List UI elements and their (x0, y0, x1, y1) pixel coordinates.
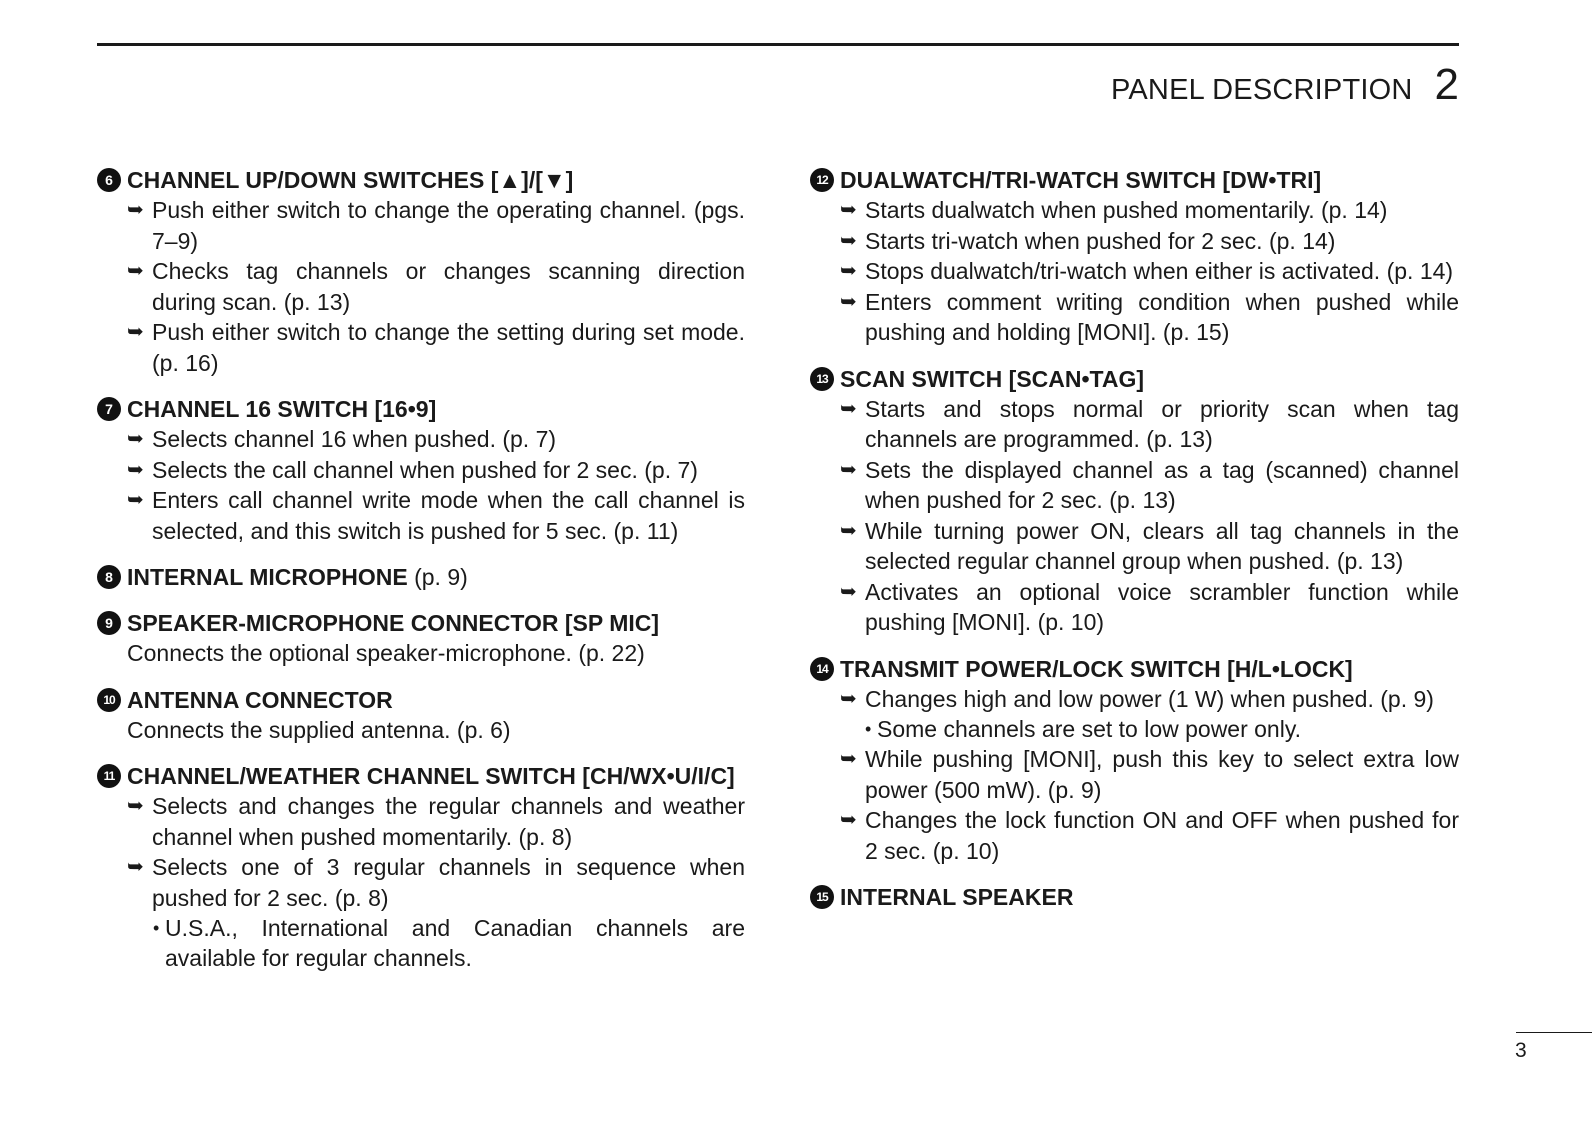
section-heading (810, 364, 1459, 394)
section-heading (97, 685, 745, 715)
section-channel-16 (97, 394, 745, 546)
bullet-icon: • (865, 719, 872, 739)
section-title: INTERNAL MICROPHONE (127, 564, 408, 590)
section-channel-up-down (97, 165, 745, 378)
section-description: Connects the optional speaker-microphone. (p. 22) (127, 640, 645, 666)
section-heading (97, 394, 745, 424)
header-title: PANEL DESCRIPTION (1111, 74, 1413, 106)
arrow-icon: ➥ (840, 580, 857, 603)
section-description: Connects the supplied antenna. (p. 6) (127, 716, 511, 743)
section-heading (97, 761, 745, 791)
list-item: ➥ While turning power ON, clears all tag channels in the selected regular channel group when pushed. (p. 13) (840, 516, 1459, 577)
arrow-icon: ➥ (127, 428, 144, 450)
section-scan-switch (810, 364, 1459, 638)
arrow-icon: ➥ (840, 260, 857, 282)
arrow-icon: ➥ (840, 229, 857, 252)
bullet-note: • Some channels are set to low power only. (865, 716, 1302, 742)
bullet-note: • U.S.A., International and Canadian channels are available for regular channels. (153, 915, 745, 971)
list-item: ➥ Changes the lock function ON and OFF when pushed for 2 sec. (p. 10) (840, 805, 1459, 866)
page-reference: (p. 9) (407, 564, 468, 590)
arrow-icon: ➥ (127, 458, 144, 481)
top-rule (97, 43, 1459, 46)
section-title: SCAN SWITCH [SCAN•TAG] (840, 365, 1145, 392)
section-title: CHANNEL/WEATHER CHANNEL SWITCH [CH/WX•U/I/C] (127, 763, 735, 789)
arrow-icon: ➥ (840, 199, 857, 221)
arrow-icon: ➥ (127, 856, 144, 878)
arrow-icon: ➥ (127, 321, 144, 343)
list-item: ➥ Selects and changes the regular channels and weather channel when pushed momentarily. (p. 8) (127, 791, 745, 852)
section-title: TRANSMIT POWER/LOCK SWITCH [H/L•LOCK] (840, 655, 1353, 682)
section-heading (810, 165, 1459, 195)
item-number-badge: 10 (97, 688, 121, 712)
arrow-icon: ➥ (840, 290, 857, 313)
list-item: ➥ Selects one of 3 regular channels in sequence when pushed for 2 sec. (p. 8) (127, 852, 745, 913)
arrow-icon: ➥ (840, 458, 857, 481)
left-column (97, 165, 745, 989)
section-title: CHANNEL UP/DOWN SWITCHES [▲]/[▼] (127, 167, 574, 193)
list-item: ➥ Selects the call channel when pushed for 2 sec. (p. 7) (127, 455, 745, 486)
arrow-icon: ➥ (127, 795, 144, 817)
list-item: ➥ Changes high and low power (1 W) when pushed. (p. 9) (840, 684, 1459, 715)
list-item: ➥ Stops dualwatch/tri-watch when either is activated. (p. 14) (840, 256, 1459, 287)
section-heading (97, 562, 745, 592)
item-number-badge: 12 (810, 168, 834, 192)
item-number-badge: 6 (97, 168, 121, 192)
item-number-badge: 13 (810, 367, 834, 391)
section-speaker-mic-connector (97, 608, 745, 669)
list-item: ➥ Starts dualwatch when pushed momentarily. (p. 14) (840, 195, 1459, 226)
chapter-number: 2 (1434, 60, 1459, 109)
list-item: ➥ While pushing [MONI], push this key to select extra low power (500 mW). (p. 9) (840, 744, 1459, 805)
section-internal-speaker (810, 882, 1459, 912)
list-item: ➥ Enters call channel write mode when the call channel is selected, and this switch is pushed for 5 sec. (p. 11) (127, 485, 745, 546)
list-item: ➥ Activates an optional voice scrambler function while pushing [MONI]. (p. 10) (840, 577, 1459, 638)
list-item: ➥ Push either switch to change the setting during set mode. (p. 16) (127, 317, 745, 378)
item-number-badge: 15 (810, 885, 834, 909)
item-number-badge: 7 (97, 397, 121, 421)
item-number-badge: 14 (810, 657, 834, 681)
arrow-icon: ➥ (840, 687, 857, 710)
section-heading (810, 654, 1459, 684)
section-antenna-connector (97, 685, 745, 746)
section-channel-weather-switch (97, 761, 745, 973)
list-item: ➥ Selects channel 16 when pushed. (p. 7) (127, 424, 745, 455)
section-internal-microphone (97, 562, 745, 592)
arrow-icon: ➥ (127, 489, 144, 511)
arrow-icon: ➥ (127, 199, 144, 221)
arrow-icon: ➥ (840, 519, 857, 542)
section-heading (97, 165, 745, 195)
section-transmit-power-lock (810, 654, 1459, 867)
list-item: ➥ Enters comment writing condition when pushed while pushing and holding [MONI]. (p. 15) (840, 287, 1459, 348)
list-item: ➥ Sets the displayed channel as a tag (scanned) channel when pushed for 2 sec. (p. 13) (840, 455, 1459, 516)
section-title: ANTENNA CONNECTOR (127, 686, 393, 713)
arrow-icon: ➥ (127, 260, 144, 282)
list-item: ➥ Push either switch to change the operating channel. (pgs. 7–9) (127, 195, 745, 256)
right-column (810, 165, 1459, 928)
page-header (1111, 60, 1459, 110)
section-title: INTERNAL SPEAKER (840, 884, 1074, 910)
arrow-icon: ➥ (840, 748, 857, 770)
item-number-badge: 9 (97, 611, 121, 635)
list-item: ➥ Checks tag channels or changes scanning direction during scan. (p. 13) (127, 256, 745, 317)
section-heading (97, 608, 745, 638)
section-title: CHANNEL 16 SWITCH [16•9] (127, 396, 437, 422)
arrow-icon: ➥ (840, 809, 857, 831)
page-number: 3 (1515, 1039, 1527, 1062)
bullet-icon: • (153, 918, 160, 938)
item-number-badge: 8 (97, 565, 121, 589)
list-item: ➥ Starts and stops normal or priority scan when tag channels are programmed. (p. 13) (840, 394, 1459, 455)
section-heading (810, 882, 1459, 912)
section-title: DUALWATCH/TRI-WATCH SWITCH [DW•TRI] (840, 167, 1322, 193)
footer-rule (1516, 1032, 1592, 1033)
section-title: SPEAKER-MICROPHONE CONNECTOR [SP MIC] (127, 610, 660, 636)
list-item: ➥ Starts tri-watch when pushed for 2 sec. (p. 14) (840, 226, 1459, 257)
section-dualwatch-switch (810, 165, 1459, 348)
item-number-badge: 11 (97, 764, 121, 788)
arrow-icon: ➥ (840, 397, 857, 420)
